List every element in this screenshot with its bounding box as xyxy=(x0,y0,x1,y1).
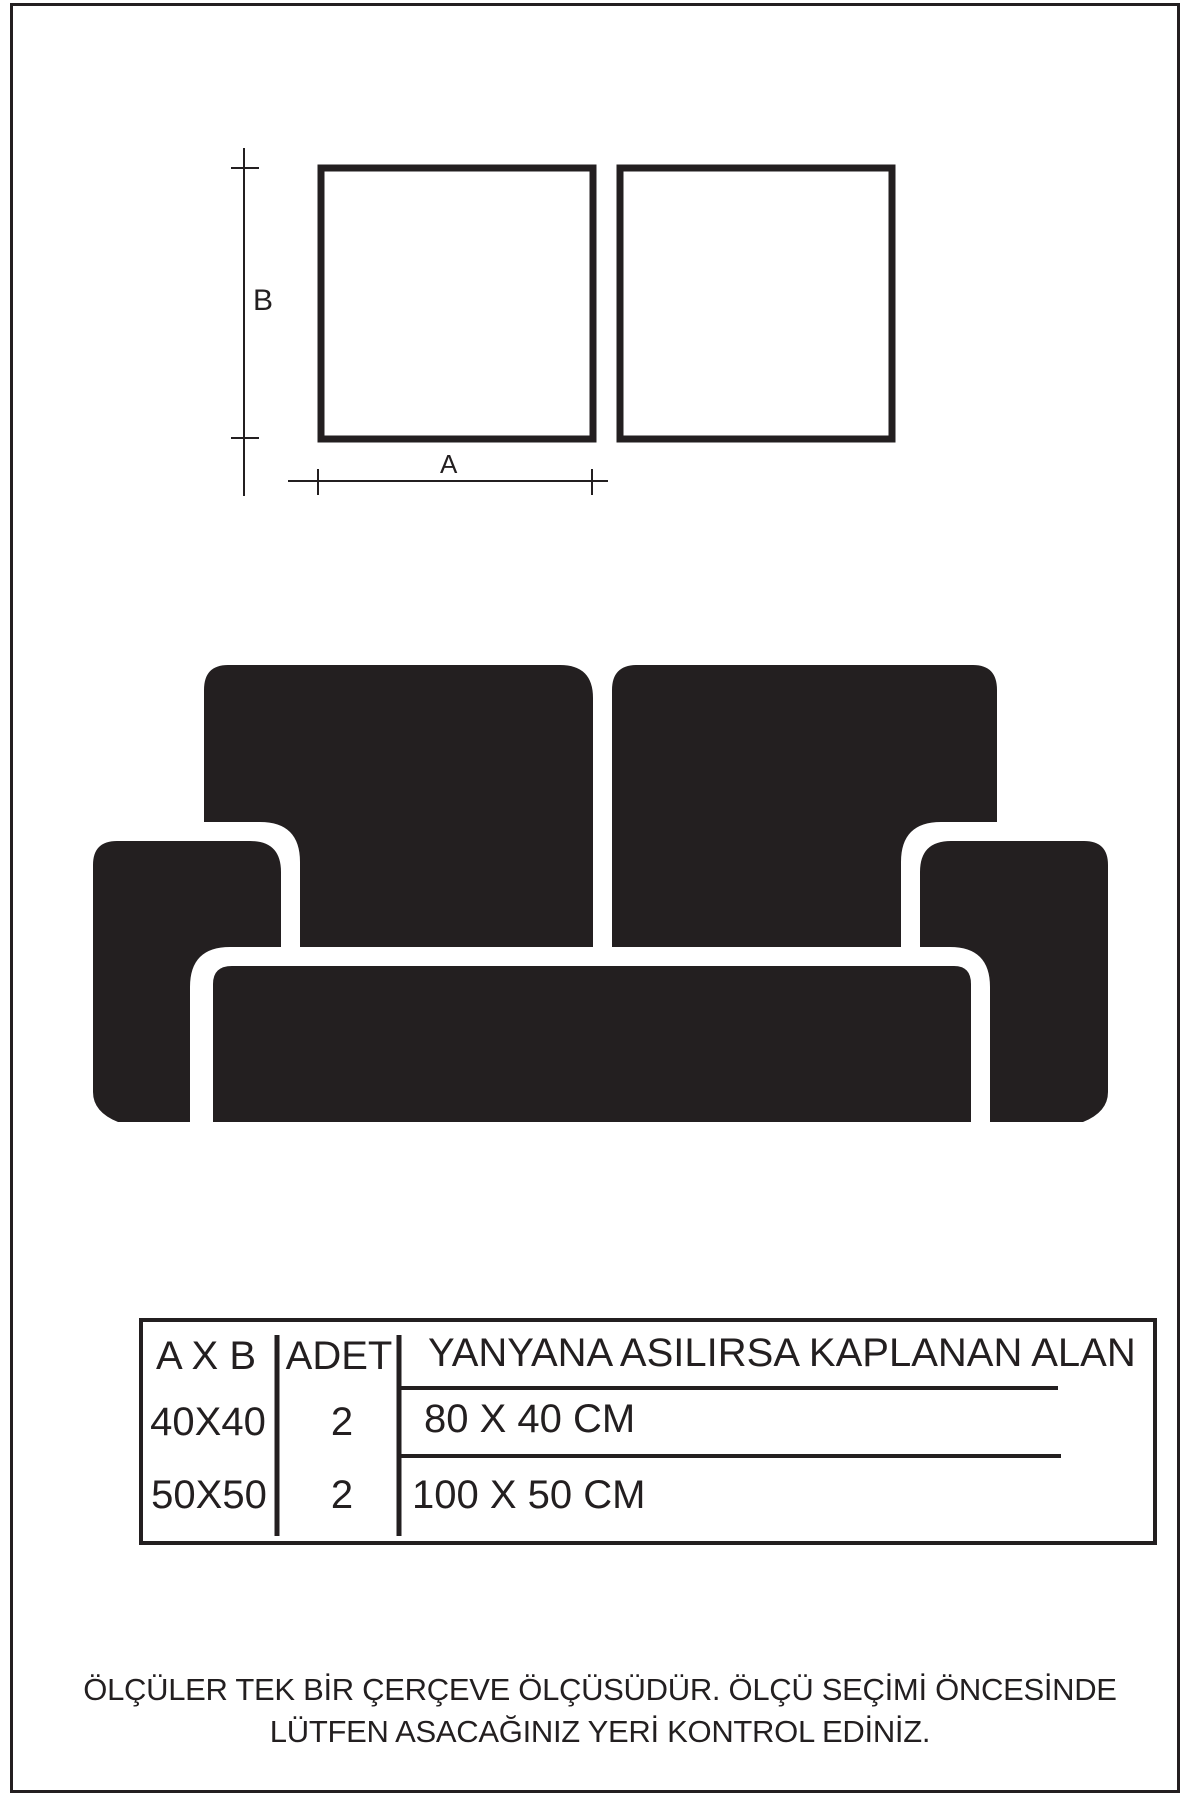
table-row-2-size: 50X50 xyxy=(151,1473,267,1517)
sofa-icon xyxy=(93,665,1108,1122)
dimension-b-label: B xyxy=(253,284,274,317)
table-row-1-size: 40X40 xyxy=(150,1400,266,1444)
table-row-2-area: 100 X 50 CM xyxy=(412,1473,646,1517)
footer-note-line-2: LÜTFEN ASACAĞINIZ YERİ KONTROL EDİNİZ. xyxy=(269,1714,931,1749)
square-frame-icon-right xyxy=(620,168,892,439)
table-header-count: ADET xyxy=(285,1334,393,1378)
table-row-1-count: 2 xyxy=(330,1400,354,1444)
dimension-a-label: A xyxy=(440,449,458,479)
footer-note-line-1: ÖLÇÜLER TEK BİR ÇERÇEVE ÖLÇÜSÜDÜR. ÖLÇÜ SEÇİMİ ÖNCESİNDE xyxy=(83,1672,1117,1707)
square-frame-icon-left xyxy=(321,168,593,439)
table-row-1-area: 80 X 40 CM xyxy=(424,1397,636,1441)
sofa-seat-cushion xyxy=(213,966,971,1122)
table-header-size: A X B xyxy=(155,1334,257,1378)
table-row-2-count: 2 xyxy=(330,1473,354,1517)
dimension-line-b xyxy=(231,148,259,496)
table-header-area: YANYANA ASILIRSA KAPLANAN ALAN xyxy=(428,1331,1136,1375)
